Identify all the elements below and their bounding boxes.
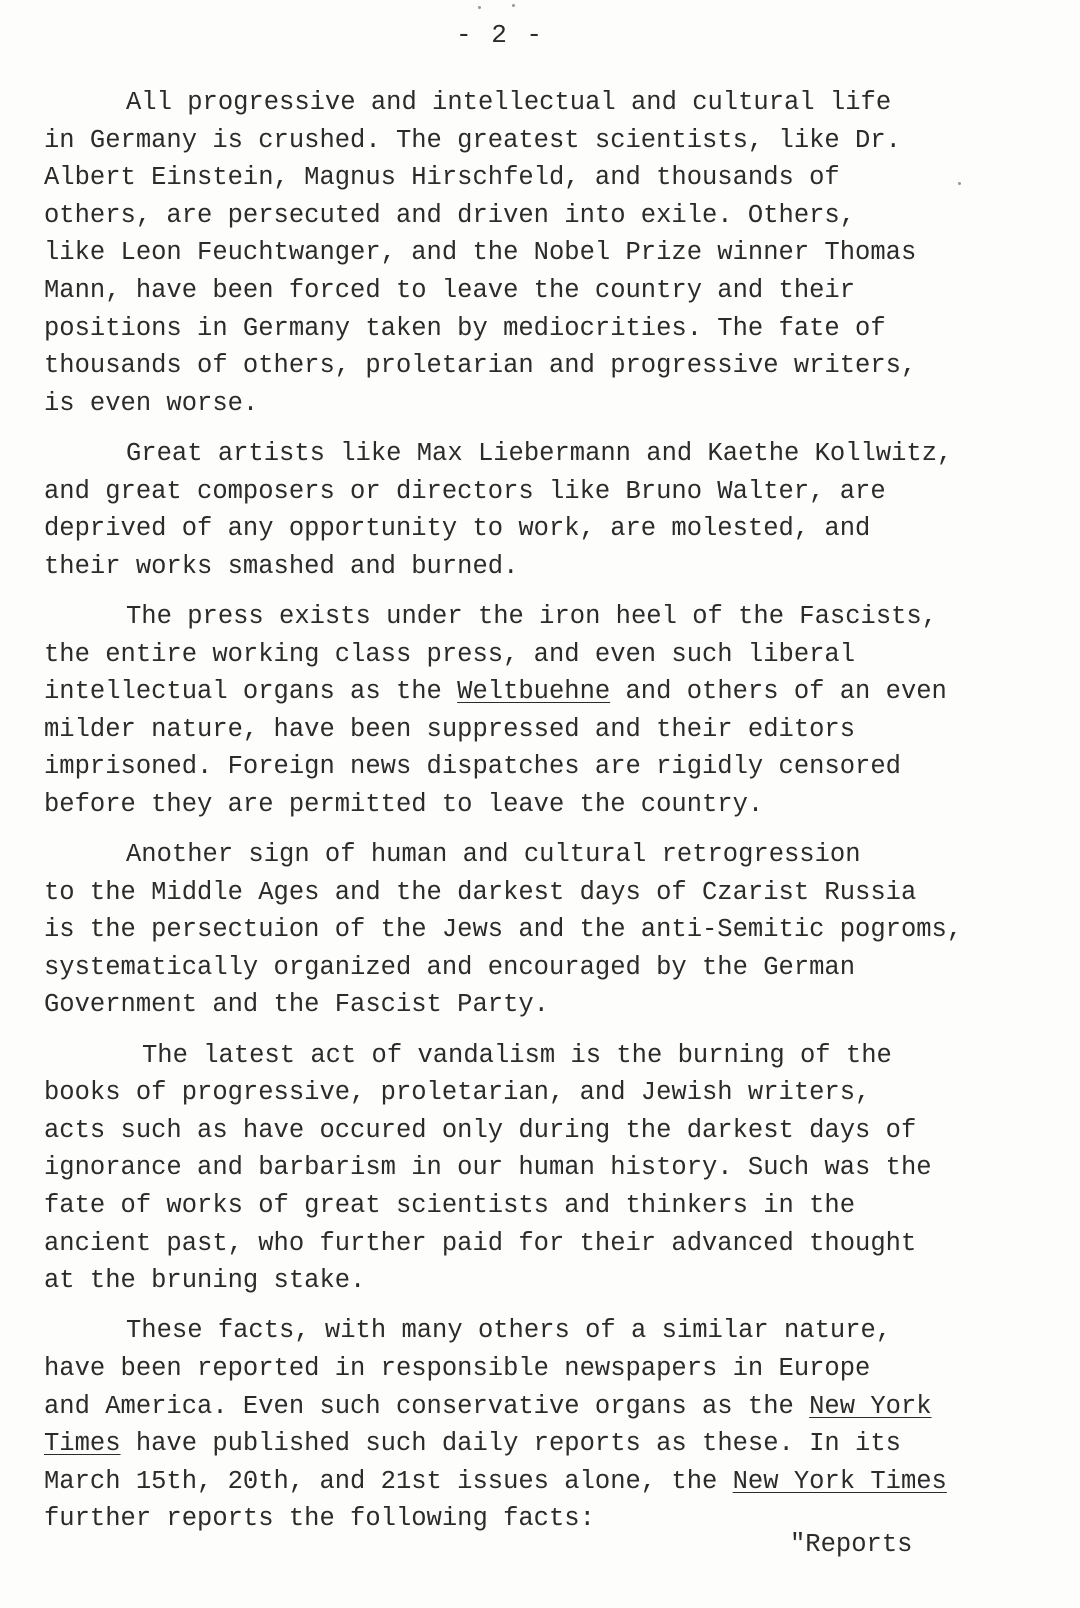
- text-line: [44, 1149, 1034, 1187]
- underlined-title: Times: [44, 1429, 121, 1459]
- text-segment: and America. Even such conservative organs as the: [44, 1391, 810, 1421]
- text-segment: milder nature, have been suppressed and their editors: [44, 714, 856, 744]
- text-segment: in Germany is crushed. The greatest scientists, like Dr.: [44, 125, 901, 155]
- text-segment: and others of an even: [610, 677, 947, 707]
- text-line: [44, 310, 1034, 348]
- text-line: [44, 786, 1034, 824]
- paragraph: [44, 598, 1034, 824]
- text-segment: ancient past, who further paid for their advanced thought: [44, 1228, 917, 1258]
- text-line: [44, 911, 1034, 949]
- text-line: [44, 347, 1034, 385]
- text-line: [44, 836, 1034, 874]
- text-segment: to the Middle Ages and the darkest days of Czarist Russia: [44, 877, 917, 907]
- text-line: [44, 197, 1034, 235]
- text-segment: systematically organized and encouraged by the German: [44, 952, 856, 982]
- text-segment: have published such daily reports as these. In its: [120, 1429, 901, 1459]
- paragraph: [44, 84, 1034, 422]
- text-line: [44, 234, 1034, 272]
- underlined-title: Weltbuehne: [457, 677, 611, 707]
- paragraph: [44, 836, 1034, 1024]
- text-line: [44, 1074, 1034, 1112]
- text-line: [44, 1112, 1034, 1150]
- text-segment: acts such as have occured only during the darkest days of: [44, 1115, 917, 1145]
- text-segment: thousands of others, proletarian and progressive writers,: [44, 351, 917, 381]
- text-segment: and great composers or directors like Bruno Walter, are: [44, 476, 886, 506]
- paper-speck: [958, 182, 961, 185]
- text-segment: Great artists like Max Liebermann and Kaethe Kollwitz,: [126, 438, 953, 468]
- text-line: [44, 510, 1034, 548]
- text-segment: is the persectuion of the Jews and the anti-Semitic pogroms,: [44, 915, 963, 945]
- text-segment: the entire working class press, and even such liberal: [44, 639, 856, 669]
- text-line: [44, 748, 1034, 786]
- paragraph: [44, 435, 1034, 585]
- text-segment: further reports the following facts:: [44, 1504, 595, 1534]
- text-segment: have been reported in responsible newspapers in Europe: [44, 1353, 871, 1383]
- text-segment: like Leon Feuchtwanger, and the Nobel Prize winner Thomas: [44, 238, 917, 268]
- text-segment: Albert Einstein, Magnus Hirschfeld, and thousands of: [44, 163, 840, 193]
- text-segment: books of progressive, proletarian, and Jewish writers,: [44, 1078, 871, 1108]
- underlined-title: New York Times: [732, 1466, 947, 1496]
- text-segment: before they are permitted to leave the country.: [44, 789, 764, 819]
- text-line: [44, 1187, 1034, 1225]
- paper-speck: [478, 6, 481, 9]
- text-segment: All progressive and intellectual and cultural life: [126, 88, 892, 117]
- text-segment: intellectual organs as the: [44, 677, 458, 707]
- text-segment: deprived of any opportunity to work, are molested, and: [44, 514, 871, 544]
- text-segment: positions in Germany taken by mediocrities. The fate of: [44, 313, 886, 343]
- text-line: [44, 122, 1034, 160]
- text-segment: fate of works of great scientists and thinkers in the: [44, 1191, 856, 1220]
- paragraph: [44, 1037, 1034, 1300]
- text-line: [44, 1463, 1034, 1501]
- text-segment: These facts, with many others of a similar nature,: [126, 1316, 892, 1346]
- continuation-text: "Reports: [790, 1530, 913, 1559]
- text-segment: others, are persecuted and driven into exile. Others,: [44, 200, 856, 230]
- text-line: [44, 159, 1034, 197]
- text-line: [44, 385, 1034, 423]
- text-segment: at the bruning stake.: [44, 1266, 366, 1296]
- underlined-title: New York: [809, 1391, 932, 1421]
- text-segment: Another sign of human and cultural retrogression: [126, 840, 861, 870]
- text-line: [44, 949, 1034, 987]
- text-line: [44, 711, 1034, 749]
- text-line: [44, 84, 1034, 122]
- text-line: [44, 1262, 1034, 1300]
- text-segment: The latest act of vandalism is the burning of the: [142, 1040, 892, 1070]
- text-line: [44, 1225, 1034, 1263]
- text-segment: March 15th, 20th, and 21st issues alone, the: [44, 1466, 733, 1496]
- text-line: [44, 1388, 1034, 1426]
- text-line: [44, 598, 1034, 636]
- text-segment: Mann, have been forced to leave the country and their: [44, 275, 856, 305]
- text-segment: their works smashed and burned.: [44, 551, 519, 581]
- text-line: [44, 636, 1034, 674]
- text-line: [44, 473, 1034, 511]
- paper-speck: [512, 4, 515, 7]
- text-line: [44, 548, 1034, 586]
- text-line: [44, 1350, 1034, 1388]
- text-line: [44, 673, 1034, 711]
- text-line: [44, 1312, 1034, 1350]
- text-segment: ignorance and barbarism in our human history. Such was the: [44, 1153, 932, 1183]
- text-line: [44, 874, 1034, 912]
- text-line: [44, 435, 1034, 473]
- text-line: [44, 272, 1034, 310]
- page-number: - 2 -: [455, 20, 544, 50]
- text-segment: Government and the Fascist Party.: [44, 990, 549, 1020]
- document-body: [44, 84, 1034, 1551]
- text-segment: The press exists under the iron heel of the Fascists,: [126, 601, 938, 631]
- paragraph: [44, 1312, 1034, 1538]
- text-line: [44, 1425, 1034, 1463]
- text-line: [44, 986, 1034, 1024]
- text-segment: imprisoned. Foreign news dispatches are rigidly censored: [44, 752, 901, 782]
- text-line: [44, 1037, 1034, 1075]
- text-segment: is even worse.: [44, 388, 259, 418]
